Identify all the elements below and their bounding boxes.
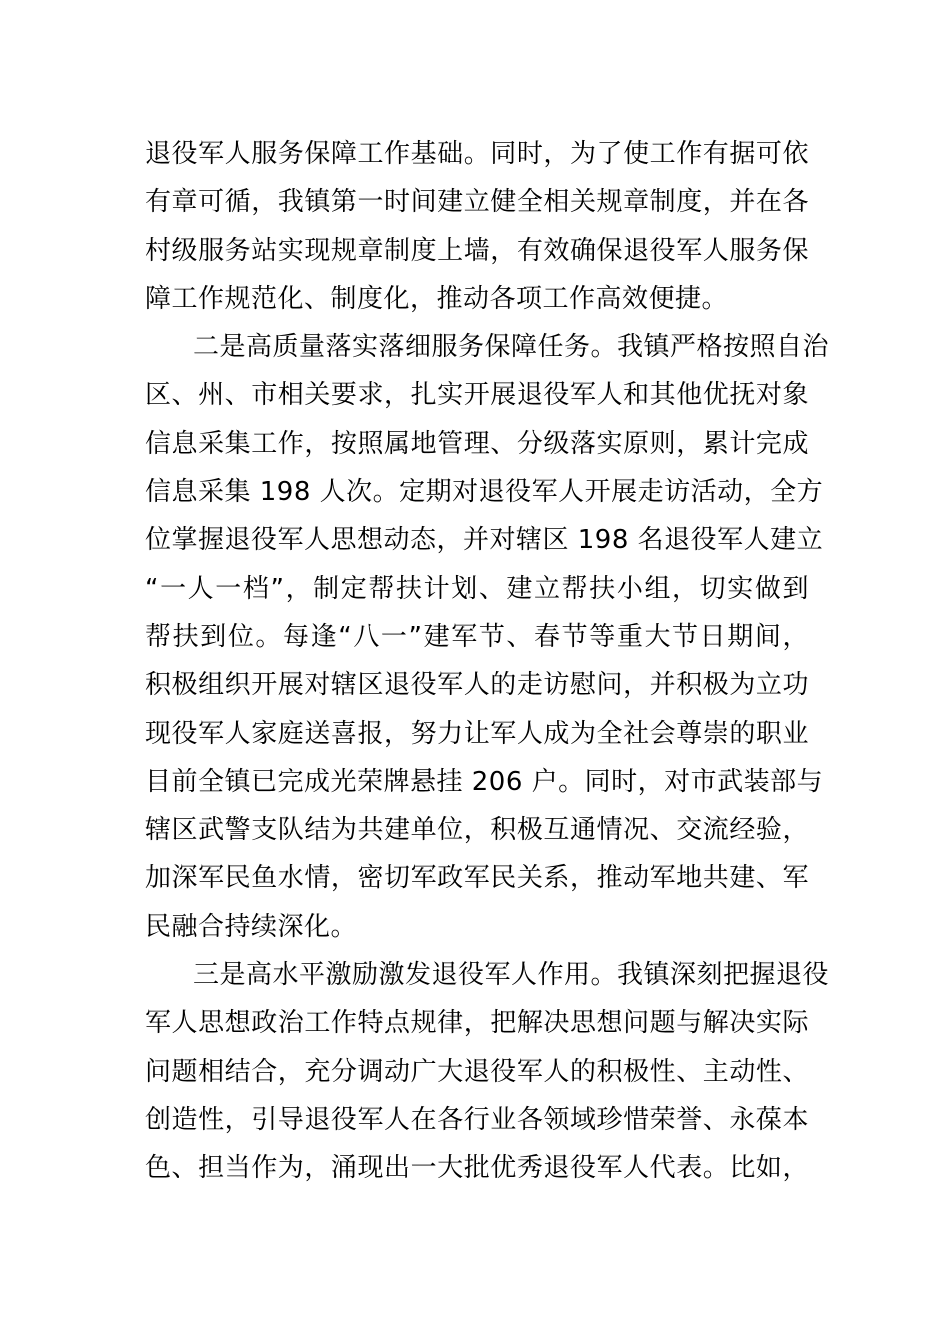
text-line: “一人一档”，制定帮扶计划、建立帮扶小组，切实做到 [145, 573, 809, 604]
document-body [145, 130, 830, 1193]
text-line: 民融合持续深化。 [145, 911, 358, 942]
text-line: 村级服务站实现规章制度上墙，有效确保退役军人服务保 [145, 235, 809, 266]
text-line: 创造性，引导退役军人在各行业各领域珍惜荣誉、永葆本 [145, 1104, 809, 1135]
text-line: 辖区武警支队结为共建单位，积极互通情况、交流经验， [145, 815, 809, 846]
text-line: 有章可循，我镇第一时间建立健全相关规章制度，并在各 [145, 187, 809, 218]
text-line: 加深军民鱼水情，密切军政军民关系，推动军地共建、军 [145, 863, 809, 894]
text-line: 三是高水平激励激发退役军人作用。我镇深刻把握退役 [193, 960, 830, 991]
text-line: 退役军人服务保障工作基础。同时，为了使工作有据可依 [145, 139, 809, 169]
paragraph-3 [145, 951, 830, 1192]
text-line: 区、州、市相关要求，扎实开展退役军人和其他优抚对象 [145, 380, 809, 411]
paragraph-2 [145, 323, 830, 951]
text-line: 二是高质量落实落细服务保障任务。我镇严格按照自治 [193, 332, 830, 363]
text-line: 信息采集 198 人次。定期对退役军人开展走访活动，全方 [145, 477, 824, 508]
text-line: 位掌握退役军人思想动态，并对辖区 198 名退役军人建立 [145, 525, 824, 556]
text-line: 色、担当作为，涌现出一大批优秀退役军人代表。比如， [145, 1153, 809, 1184]
text-line: 帮扶到位。每逢“八一”建军节、春节等重大节日期间， [145, 621, 809, 652]
text-line: 障工作规范化、制度化，推动各项工作高效便捷。 [145, 283, 729, 314]
text-line: 目前全镇已完成光荣牌悬挂 206 户。同时，对市武装部与 [145, 766, 824, 797]
paragraph-1 [145, 130, 809, 323]
text-line: 军人思想政治工作特点规律，把解决思想问题与解决实际 [145, 1008, 809, 1039]
text-line: 问题相结合，充分调动广大退役军人的积极性、主动性、 [145, 1056, 809, 1087]
text-line: 现役军人家庭送喜报，努力让军人成为全社会尊崇的职业 [145, 718, 809, 749]
text-line: 信息采集工作，按照属地管理、分级落实原则，累计完成 [145, 428, 809, 459]
text-line: 积极组织开展对辖区退役军人的走访慰问，并积极为立功 [145, 670, 809, 701]
